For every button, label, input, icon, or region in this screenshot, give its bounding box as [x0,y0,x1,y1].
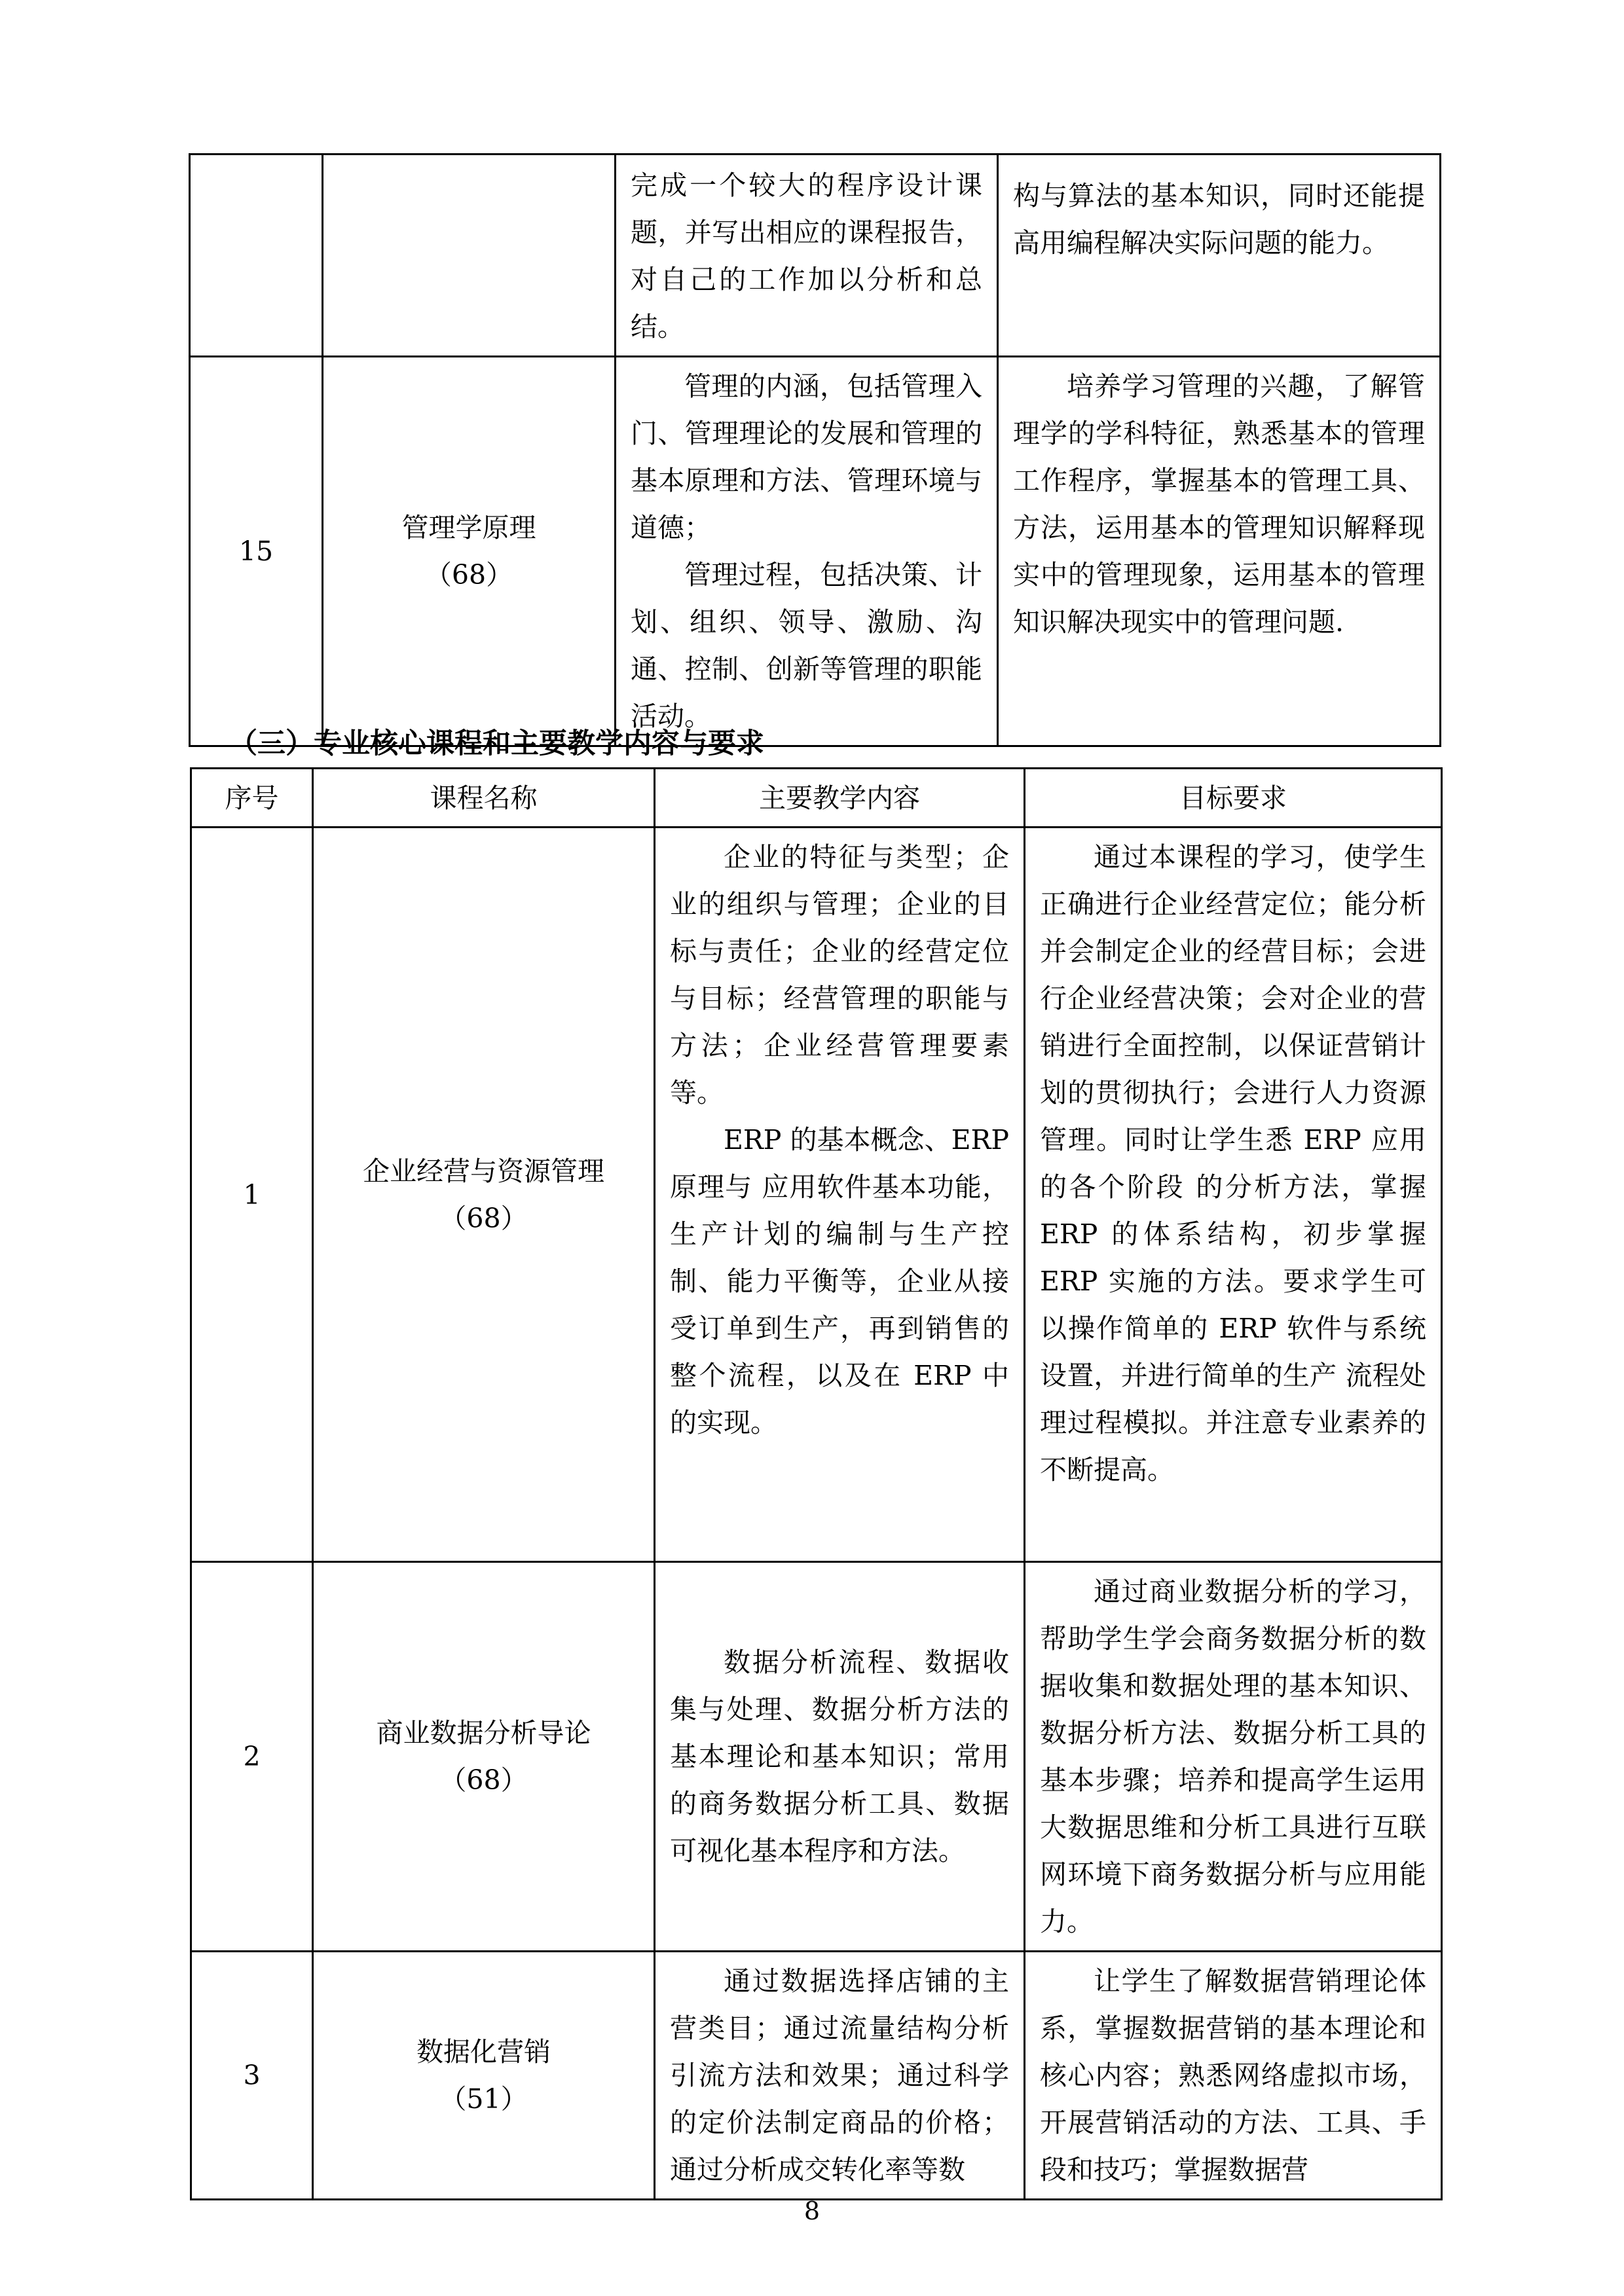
goal-paragraph: 通过商业数据分析的学习，帮助学生学会商务数据分析的数据收集和数据处理的基本知识、数据分析方法、数据分析工具的基本步骤；培养和提高学生运用大数据思维和分析工具进行互联网环境下商务数据分析与应用能力。 [1040,1576,1426,1937]
page-number: 8 [803,2196,821,2225]
header-teaching-content: 主要教学内容 [655,769,1025,828]
table-row [191,1952,1442,2200]
goal-cell [1025,1952,1442,2200]
content-paragraph: 完成一个较大的程序设计课题，并写出相应的课程报告，对自己的工作加以分析和总结。 [631,170,982,342]
row-number-cell: 2 [191,1562,313,1952]
core-course-table [190,767,1443,2200]
course-name-cell [323,155,616,357]
goal-paragraph: 培养学习管理的兴趣，了解管理学的学科特征，熟悉基本的管理工作程序，掌握基本的管理工具、方法，运用基本的管理知识解释现实中的管理现象，运用基本的管理知识解决现实中的管理问题. [1013,371,1425,638]
content-paragraph: ERP 的基本概念、ERP 原理与 应用软件基本功能，生产计划的编制与生产控制、能力平衡等，企业从接受订单到生产，再到销售的整个流程，以及在 ERP 中的实现。 [670,1124,1009,1438]
table-row [190,357,1441,746]
table-row [191,1562,1442,1952]
table-row [191,828,1442,1562]
table-row [190,155,1441,357]
content-paragraph: 管理过程，包括决策、计划、组织、领导、激励、沟通、控制、创新等管理的职能活动。 [631,559,982,732]
table-header-row [191,769,1442,828]
course-name-cell: 管理学原理 （68） [323,357,616,746]
row-number-cell: 3 [191,1952,313,2200]
teaching-content-cell [655,828,1025,1562]
goal-paragraph: 构与算法的基本知识，同时还能提高用编程解决实际问题的能力。 [1013,180,1425,259]
goal-cell [1025,828,1442,1562]
teaching-content-cell [616,357,998,746]
header-number: 序号 [191,769,313,828]
goal-paragraph: 通过本课程的学习，使学生正确进行企业经营定位；能分析并会制定企业的经营目标；会进行企业经营决策；会对企业的营销进行全面控制，以保证营销计划的贯彻执行；会进行人力资源管理。同时让学生悉 ERP 应用的各个阶段 的分析方法，掌握 ERP 的体系结构，初步掌握 ERP 实施的方法。要求学生可以操作简单的 ERP 软件与系统设置，并进行简单的生产 流程处理过程模拟。并注意专业素养的不断提高。 [1040,841,1426,1485]
goal-cell [998,155,1441,357]
goal-cell [1025,1562,1442,1952]
header-course-name: 课程名称 [313,769,655,828]
content-paragraph: 企业的特征与类型；企业的组织与管理；企业的目标与责任；企业的经营定位与目标；经营管理的职能与方法；企业经营管理要素等。 [670,841,1009,1108]
content-paragraph: 数据分析流程、数据收集与处理、数据分析方法的基本理论和基本知识；常用的商务数据分析工具、数据可视化基本程序和方法。 [670,1647,1009,1867]
goal-paragraph: 让学生了解数据营销理论体系，掌握数据营销的基本理论和核心内容；熟悉网络虚拟市场，开展营销活动的方法、工具、手段和技巧；掌握数据营 [1040,1965,1426,2185]
content-paragraph: 通过数据选择店铺的主营类目；通过流量结构分析引流方法和效果；通过科学的定价法制定商品的价格；通过分析成交转化率等数 [670,1965,1009,2185]
teaching-content-cell [655,1952,1025,2200]
course-name-cell: 企业经营与资源管理 （68） [313,828,655,1562]
course-name-cell: 商业数据分析导论 （68） [313,1562,655,1952]
header-goal: 目标要求 [1025,769,1442,828]
row-number-cell: 15 [190,357,323,746]
content-paragraph: 管理的内涵，包括管理入门、管理理论的发展和管理的基本原理和方法、管理环境与道德； [631,371,982,543]
course-name-cell: 数据化营销 （51） [313,1952,655,2200]
row-number-cell: 1 [191,828,313,1562]
section-heading: （三）专业核心课程和主要教学内容与要求 [229,727,764,760]
row-number-cell [190,155,323,357]
goal-cell [998,357,1441,746]
teaching-content-cell [616,155,998,357]
continued-course-table [189,153,1441,747]
teaching-content-cell [655,1562,1025,1952]
